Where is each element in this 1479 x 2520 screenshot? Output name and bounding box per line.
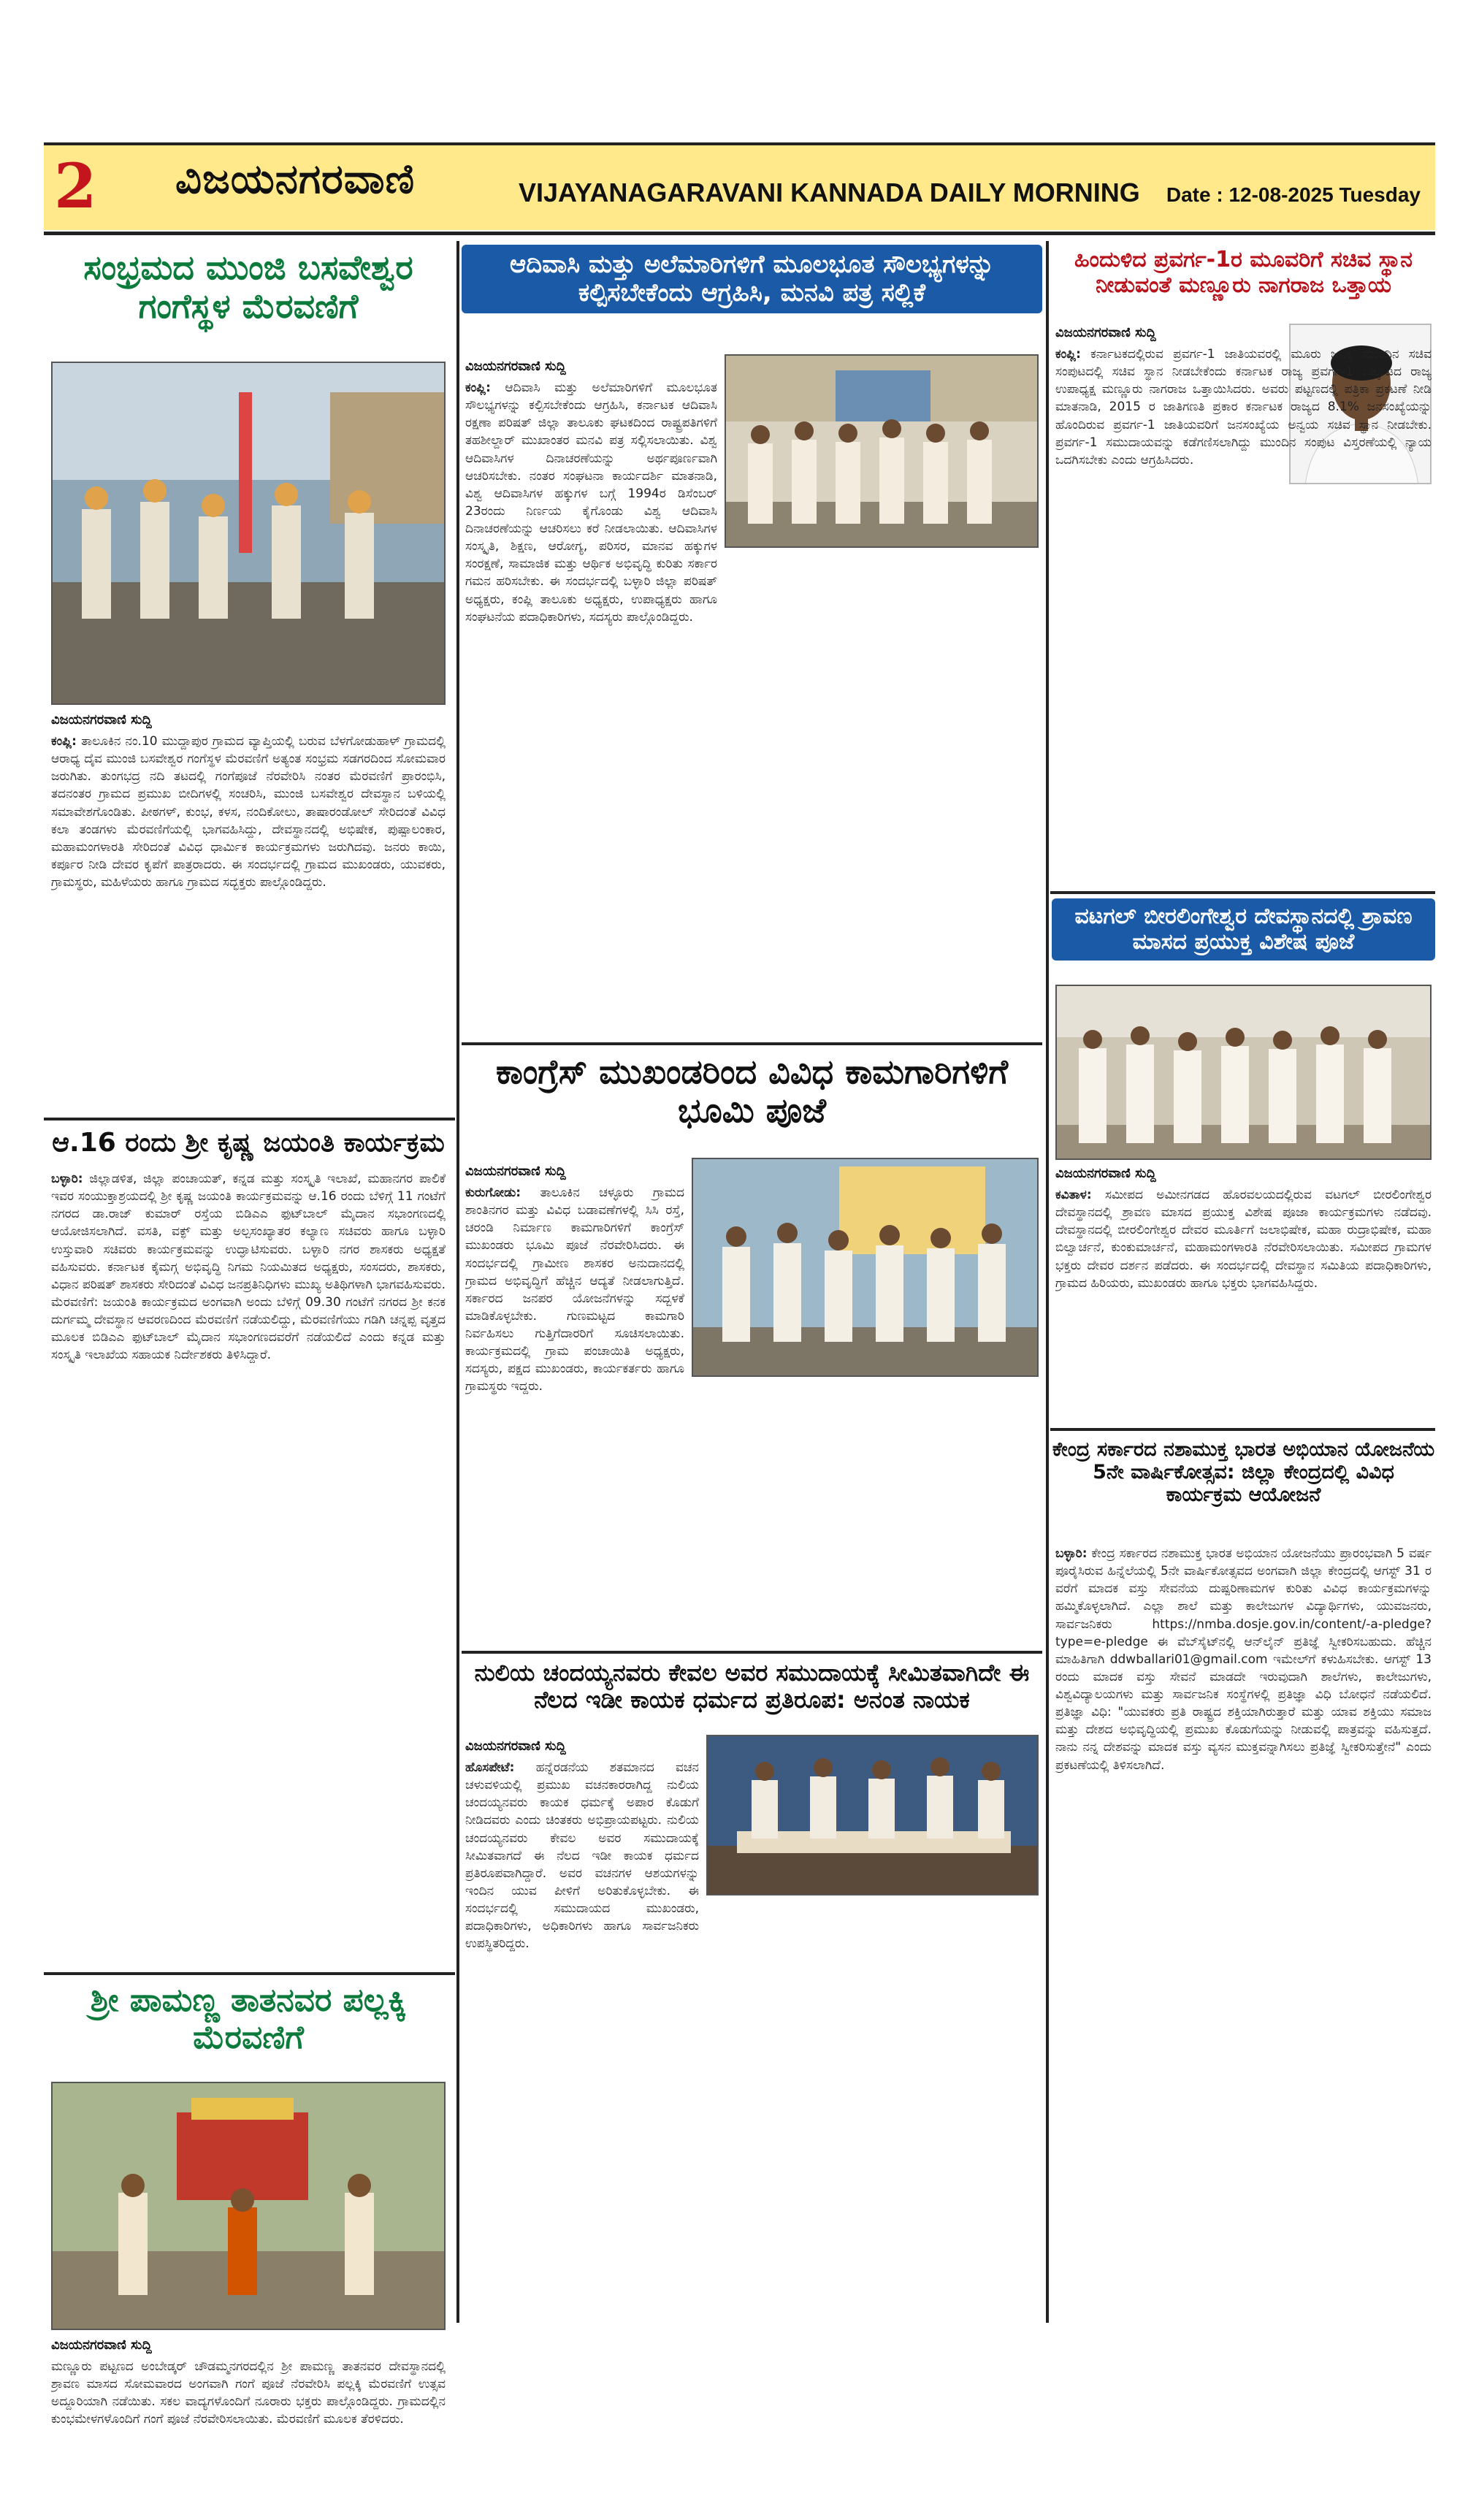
page-number: 2: [54, 150, 97, 222]
body-congress: [465, 1184, 684, 1637]
article-nasha-mukta-abhiyana: [1052, 1435, 1435, 2454]
procession-photo-illustration: [53, 363, 446, 705]
headline-anantha-nayaka: ನುಲಿಯ ಚಂದಯ್ಯನವರು ಕೇವಲ ಅವರ ಸಮುದಾಯಕ್ಕೆ ಸೀಮಿತವಾಗಿದೇ ಈ ನೆಲದ ಇಡೀ ಕಾಯಕ ಧರ್ಮದ ಪ್ರತಿರೂಪ: ಅನಂತ ನಾಯಕ: [474, 1659, 1030, 1714]
masthead-logo: ವಿಜಯನಗರವಾಣಿ: [175, 156, 416, 203]
divider-mid-2: [462, 1651, 1042, 1654]
divider-left-2: [44, 1972, 455, 1975]
article-pamanna: [44, 1979, 453, 2454]
byline-congress: ವಿಜಯನಗರವಾಣಿ ಸುದ್ದಿ: [465, 1164, 566, 1179]
byline-anantha-nayaka: ವಿಜಯನಗರವಾಣಿ ಸುದ್ದಿ: [465, 1738, 566, 1754]
temple-photo-illustration: [1057, 986, 1432, 1160]
memorandum-photo-illustration: [726, 356, 1039, 548]
photo-adivasi-memorandum: [725, 354, 1039, 548]
masthead: [44, 142, 1435, 230]
headline-krishna-jayanti: ಆ.16 ರಂದು ಶ್ರೀ ಕೃಷ್ಣ ಜಯಂತಿ ಕಾರ್ಯಕ್ರಮ: [52, 1128, 445, 1158]
dateline-anantha-nayaka: ಹೊಸಪೇಟೆ:: [465, 1760, 515, 1775]
byline-adivasi: ವಿಜಯನಗರವಾಣಿ ಸುದ್ದಿ: [465, 359, 566, 374]
byline-basaveshwara: ವಿಜಯನಗರವಾಣಿ ಸುದ್ದಿ: [51, 712, 152, 728]
masthead-english-name: VIJAYANAGARAVANI KANNADA DAILY MORNING: [519, 177, 1140, 207]
newspaper-page: [44, 142, 1435, 2480]
photo-basaveshwara-procession: [51, 362, 446, 705]
dateline-basaveshwara: ಕಂಪ್ಲಿ:: [51, 734, 77, 749]
article-adivasi: [462, 245, 1042, 1041]
dateline-shravana-pooja: ಕವಿತಾಳ:: [1055, 1188, 1092, 1202]
body-mannur-nagaraja: [1055, 345, 1432, 879]
headline-adivasi: ಆದಿವಾಸಿ ಮತ್ತು ಅಲೆಮಾರಿಗಳಿಗೆ ಮೂಲಭೂತ ಸೌಲಭ್ಯಗಳನ್ನು ಕಲ್ಪಿಸಬೇಕೆಂದು ಆಗ್ರಹಿಸಿ, ಮನವಿ ಪತ್ರ ಸಲ್ಲಿಕೆ: [462, 245, 1042, 313]
divider-right-2: [1050, 1428, 1435, 1431]
article-krishna-jayanti: [44, 1125, 453, 1969]
divider-mid-1: [462, 1042, 1042, 1045]
divider-left-1: [44, 1118, 455, 1120]
bhoomi-pooja-photo-illustration: [693, 1159, 1039, 1377]
body-krishna-jayanti: [51, 1170, 446, 1963]
byline-shravana-pooja: ವಿಜಯನಗರವಾಣಿ ಸುದ್ದಿ: [1055, 1166, 1156, 1181]
masthead-date: Date : 12-08-2025 Tuesday: [1166, 183, 1421, 206]
text-anantha-nayaka: ಹನ್ನೆರಡನೆಯ ಶತಮಾನದ ವಚನ ಚಳುವಳಿಯಲ್ಲಿ ಪ್ರಮುಖ ವಚನಕಾರರಾಗಿದ್ದ ನುಲಿಯ ಚಂದಯ್ಯನವರು ಕಾಯಕ ಧರ್ಮಕ್ಕೆ ಅಪಾರ ಕೊಡುಗೆ ನೀಡಿದವರು ಎಂದು ಚಿಂತಕರು ಅಭಿಪ್ರಾಯಪಟ್ಟರು. ನುಲಿಯ ಚಂದಯ್ಯನವರು ಕೇವಲ ಅವರ ಸಮುದಾಯಕ್ಕೆ ಸೀಮಿತವಾಗದೆ ಈ ನೆಲದ ಇಡೀ ಕಾಯಕ ಧರ್ಮದ ಪ್ರತಿರೂಪವಾಗಿದ್ದಾರೆ. ಅವರ ವಚನಗಳ ಆಶಯಗಳನ್ನು ಇಂದಿನ ಯುವ ಪೀಳಿಗೆ ಅರಿತುಕೊಳ್ಳಬೇಕು. ಈ ಸಂದರ್ಭದಲ್ಲಿ ಸಮುದಾಯದ ಮುಖಂಡರು, ಪದಾಧಿಕಾರಿಗಳು, ಅಧಿಕಾರಿಗಳು ಹಾಗೂ ಸಾರ್ವಜನಿಕರು ಉಪಸ್ಥಿತರಿದ್ದರು.: [465, 1760, 699, 1952]
text-basaveshwara: ತಾಲೂಕಿನ ನಂ.10 ಮುದ್ದಾಪುರ ಗ್ರಾಮದ ವ್ಯಾಪ್ತಿಯಲ್ಲಿ ಬರುವ ಬೆಳಗೋಡುಹಾಳ್ ಗ್ರಾಮದಲ್ಲಿ ಆರಾಧ್ಯ ದೈವ ಮುಂಜಿ ಬಸವೇಶ್ವರ ಗಂಗೆಸ್ಥಳ ಮೆರವಣಿಗೆ ಅತ್ಯಂತ ಸಂಭ್ರಮ ಸಡಗರದಿಂದ ಸೋಮವಾರ ಜರುಗಿತು. ತುಂಗಭದ್ರ ನದಿ ತಟದಲ್ಲಿ ಗಂಗೆಪೂಜೆ ನೆರವೇರಿಸಿ ನಂತರ ಮೆರವಣಿಗೆ ಪ್ರಾರಂಭಿಸಿ, ತದನಂತರ ಗ್ರಾಮದ ಪ್ರಮುಖ ಬೀದಿಗಳಲ್ಲಿ ಸಂಚರಿಸಿ, ಮುಂಜಿ ಬಸವೇಶ್ವರ ದೇವಸ್ಥಾನ ಬಳಿಯಲ್ಲಿ ಸಮಾವೇಶಗೊಂಡಿತು. ಪೀಠಗಳ್, ಕುಂಭ, ಕಳಸ, ನಂದಿಕೋಲು, ತಾಷಾರಂಡೋಲ್ ಸೇರಿದಂತೆ ವಿವಿಧ ಕಲಾ ತಂಡಗಳು ಮೆರವಣಿಗೆಯಲ್ಲಿ ಭಾಗವಹಿಸಿದ್ದು, ದೇವಸ್ಥಾನದಲ್ಲಿ ಅಭಿಷೇಕ, ಪುಷ್ಪಾಲಂಕಾರ, ಮಹಾಮಂಗಳಾರತಿ ಸೇರಿದಂತೆ ವಿವಿಧ ಧಾರ್ಮಿಕ ಕಾರ್ಯಕ್ರಮಗಳು ಜರುಗಿದವು. ಜನರು ಕಾಯಿ, ಕರ್ಪೂರ ನೀಡಿ ದೇವರ ಕೃಪೆಗೆ ಪಾತ್ರರಾದರು. ಈ ಸಂದರ್ಭದಲ್ಲಿ ಗ್ರಾಮದ ಮುಖಂಡರು, ಯುವಕರು, ಗ್ರಾಮಸ್ಥರು, ಮಹಿಳೆಯರು ಹಾಗೂ ಗ್ರಾಮದ ಸದ್ಭಕ್ತರು ಪಾಲ್ಗೊಂಡಿದ್ದರು.: [51, 734, 446, 890]
article-anantha-nayaka: [462, 1658, 1042, 2454]
byline-mannur-nagaraja: ವಿಜಯನಗರವಾಣಿ ಸುದ್ದಿ: [1055, 325, 1156, 340]
article-mannur-nagaraja: [1052, 245, 1435, 887]
text-shravana-pooja: ಸಮೀಪದ ಅಮೀನಗಡದ ಹೊರವಲಯದಲ್ಲಿರುವ ವಟಗಲ್ ಬೀರಲಿಂಗೇಶ್ವರ ದೇವಸ್ಥಾನದಲ್ಲಿ ಶ್ರಾವಣ ಮಾಸದ ಪ್ರಯುಕ್ತ ವಿಶೇಷ ಪೂಜಾ ಕಾರ್ಯಕ್ರಮಗಳು ನಡೆದವು. ದೇವಸ್ಥಾನದಲ್ಲಿ ಬೀರಲಿಂಗೇಶ್ವರ ದೇವರ ಮೂರ್ತಿಗೆ ಜಲಾಭಿಷೇಕ, ಮಹಾ ರುದ್ರಾಭಿಷೇಕ, ಮಹಾ ಬಿಲ್ವಾರ್ಚನೆ, ಕುಂಕುಮಾರ್ಚನೆ, ಮಹಾಮಂಗಳಾರತಿ ನೆರವೇರಿಸಲಾಯಿತು. ಸಮೀಪದ ಗ್ರಾಮಗಳ ಭಕ್ತರು ದೇವರ ದರ್ಶನ ಪಡೆದರು. ಈ ಸಂದರ್ಭದಲ್ಲಿ ದೇವಸ್ಥಾನ ಸಮಿತಿಯ ಪದಾಧಿಕಾರಿಗಳು, ಗ್ರಾಮದ ಹಿರಿಯರು, ಮುಖಂಡರು ಹಾಗೂ ಭಕ್ತರು ಭಾಗವಹಿಸಿದ್ದರು.: [1055, 1188, 1432, 1291]
palanquin-photo-illustration: [53, 2083, 446, 2330]
dateline-adivasi: ಕಂಪ್ಲಿ:: [465, 381, 491, 395]
column-divider-right: [1046, 241, 1049, 2323]
text-pamanna: ಮಣ್ಣೂರು ಪಟ್ಟಣದ ಅಂಬೇಡ್ಕರ್ ಚೌಡಮ್ಮನಗರದಲ್ಲಿನ ಶ್ರೀ ಪಾಮಣ್ಣ ತಾತನವರ ದೇವಸ್ಥಾನದಲ್ಲಿ ಶ್ರಾವಣ ಮಾಸದ ಸೋಮವಾರದ ಅಂಗವಾಗಿ ಗಂಗೆ ಪೂಜೆ ನೆರವೇರಿಸಿ ಪಲ್ಲಕ್ಕಿ ಮೆರವಣಿಗೆ ಉತ್ಸವ ಅದ್ದೂರಿಯಾಗಿ ನಡೆಯಿತು. ಸಕಲ ವಾದ್ಯಗಳೊಂದಿಗೆ ನೂರಾರು ಭಕ್ತರು ಪಾಲ್ಗೊಂಡಿದ್ದರು. ಗ್ರಾಮದಲ್ಲಿನ ಕುಂಭಮೇಳಗಳೊಂದಿಗೆ ಗಂಗೆ ಪೂಜೆ ನೆರವೇರಿಸಲಾಯಿತು. ಮೆರವಣಿಗೆ ಮೂಲಕ ತೆರಳಿದರು.: [51, 2359, 446, 2427]
column-divider-left: [456, 241, 459, 2323]
body-basaveshwara: [51, 733, 446, 1105]
headline-pamanna: ಶ್ರೀ ಪಾಮಣ್ಣ ತಾತನವರ ಪಲ್ಲಕ್ಕಿ ಮೆರವಣಿಗೆ: [90, 1982, 407, 2056]
body-adivasi: [465, 379, 717, 686]
body-nasha-mukta-abhiyana: [1055, 1545, 1432, 2447]
masthead-rule: [44, 232, 1435, 235]
headline-mannur-nagaraja: ಹಿಂದುಳಿದ ಪ್ರವರ್ಗ-1ರ ಮೂವರಿಗೆ ಸಚಿವ ಸ್ಥಾನ ನೀಡುವಂತೆ ಮಣ್ಣೂರು ನಾಗರಾಜ ಒತ್ತಾಯ: [1074, 247, 1413, 298]
byline-pamanna: ವಿಜಯನಗರವಾಣಿ ಸುದ್ದಿ: [51, 2337, 152, 2353]
body-pamanna: [51, 2358, 446, 2453]
text-congress: ತಾಲೂಕಿನ ಚಳ್ಳೂರು ಗ್ರಾಮದ ಶಾಂತಿನಗರ ಮತ್ತು ವಿವಿಧ ಬಡಾವಣೆಗಳಲ್ಲಿ ಸಿಸಿ ರಸ್ತೆ, ಚರಂಡಿ ನಿರ್ಮಾಣ ಕಾಮಗಾರಿಗಳಿಗೆ ಕಾಂಗ್ರೆಸ್ ಮುಖಂಡರು ಭೂಮಿ ಪೂಜೆ ನೆರವೇರಿಸಿದರು. ಈ ಸಂದರ್ಭದಲ್ಲಿ ಗ್ರಾಮೀಣ ಶಾಸಕರ ಅನುದಾನದಲ್ಲಿ ಗ್ರಾಮದ ಅಭಿವೃದ್ಧಿಗೆ ಹೆಚ್ಚಿನ ಆದ್ಯತೆ ನೀಡಲಾಗುತ್ತಿದೆ. ಸರ್ಕಾರದ ಜನಪರ ಯೋಜನೆಗಳನ್ನು ಸದ್ಬಳಕೆ ಮಾಡಿಕೊಳ್ಳಬೇಕು. ಗುಣಮಟ್ಟದ ಕಾಮಗಾರಿ ನಿರ್ವಹಿಸಲು ಗುತ್ತಿಗೆದಾರರಿಗೆ ಸೂಚಿಸಲಾಯಿತು. ಕಾರ್ಯಕ್ರಮದಲ್ಲಿ ಗ್ರಾಮ ಪಂಚಾಯಿತಿ ಅಧ್ಯಕ್ಷರು, ಸದಸ್ಯರು, ಪಕ್ಷದ ಮುಖಂಡರು, ಕಾರ್ಯಕರ್ತರು ಹಾಗೂ ಗ್ರಾಮಸ್ಥರು ಇದ್ದರು.: [465, 1185, 684, 1394]
text-krishna-jayanti: ಜಿಲ್ಲಾಡಳಿತ, ಜಿಲ್ಲಾ ಪಂಚಾಯತ್, ಕನ್ನಡ ಮತ್ತು ಸಂಸ್ಕೃತಿ ಇಲಾಖೆ, ಮಹಾನಗರ ಪಾಲಿಕೆ ಇವರ ಸಂಯುಕ್ತಾಶ್ರಯದಲ್ಲಿ ಶ್ರೀ ಕೃಷ್ಣ ಜಯಂತಿ ಕಾರ್ಯಕ್ರಮವನ್ನು ಆ.16 ರಂದು ಬೆಳಿಗ್ಗೆ 11 ಗಂಟೆಗೆ ನಗರದ ಡಾ.ರಾಜ್ ಕುಮಾರ್ ರಸ್ತೆಯ ಬಿಡಿಎಎ ಫುಟ್‍ಬಾಲ್ ಮೈದಾನ ಸಭಾಂಗಣದಲ್ಲಿ ಆಯೋಜಿಸಲಾಗಿದೆ. ವಸತಿ, ವಕ್ಫ್ ಮತ್ತು ಅಲ್ಪಸಂಖ್ಯಾತರ ಕಲ್ಯಾಣ ಸಚಿವರು ಹಾಗೂ ಬಳ್ಳಾರಿ ಉಸ್ತುವಾರಿ ಸಚಿವರು ಕಾರ್ಯಕ್ರಮವನ್ನು ಉದ್ಘಾಟಿಸುವರು. ಬಳ್ಳಾರಿ ನಗರ ಶಾಸಕರು ಅಧ್ಯಕ್ಷತೆ ವಹಿಸುವರು. ಕರ್ನಾಟಕ ಕೈಮಗ್ಗ ಅಭಿವೃದ್ಧಿ ನಿಗಮ ನಿಯಮಿತದ ಅಧ್ಯಕ್ಷರು, ಸಂಸದರು, ಶಾಸಕರು, ವಿಧಾನ ಪರಿಷತ್ ಶಾಸಕರು ಸೇರಿದಂತೆ ವಿವಿಧ ಜನಪ್ರತಿನಿಧಿಗಳು ಮುಖ್ಯ ಅತಿಥಿಗಳಾಗಿ ಭಾಗವಹಿಸುವರು. ಮೆರವಣಿಗೆ: ಜಯಂತಿ ಕಾರ್ಯಕ್ರಮದ ಅಂಗವಾಗಿ ಅಂದು ಬೆಳಿಗ್ಗೆ 09.30 ಗಂಟೆಗೆ ನಗರದ ಶ್ರೀ ಕನಕ ದುರ್ಗಮ್ಮ ದೇವಸ್ಥಾನ ಆವರಣದಿಂದ ಮೆರವಣಿಗೆ ನಡೆಯಲಿದ್ದು, ಮೆರವಣಿಗೆಯು ಗಡಿಗಿ ಚನ್ನಪ್ಪ ವೃತ್ತದ ಮೂಲಕ ಬಿಡಿಎಎ ಫುಟ್‍ಬಾಲ್ ಮೈದಾನ ಸಭಾಂಗಣದವರೆಗೆ ನಡೆಯಲಿದೆ ಎಂದು ಕನ್ನಡ ಮತ್ತು ಸಂಸ್ಕೃತಿ ಇಲಾಖೆಯ ಸಹಾಯಕ ನಿರ್ದೇಶಕರು ತಿಳಿಸಿದ್ದಾರೆ.: [51, 1172, 446, 1363]
headline-shravana-pooja: ವಟಗಲ್ ಬೀರಲಿಂಗೇಶ್ವರ ದೇವಸ್ಥಾನದಲ್ಲಿ ಶ್ರಾವಣ ಮಾಸದ ಪ್ರಯುಕ್ತ ವಿಶೇಷ ಪೂಜೆ: [1052, 898, 1435, 961]
dateline-nasha-mukta-abhiyana: ಬಳ್ಳಾರಿ:: [1055, 1546, 1088, 1561]
photo-anantha-nayaka-event: [706, 1735, 1039, 1895]
dateline-congress: ಕುರುಗೋಡು:: [465, 1185, 521, 1200]
headline-basaveshwara: ಸಂಭ್ರಮದ ಮುಂಜಿ ಬಸವೇಶ್ವರ ಗಂಗೆಸ್ಥಳ ಮೆರವಣಿಗೆ: [83, 248, 413, 326]
body-shravana-pooja: [1055, 1186, 1432, 1416]
article-basaveshwara: [44, 245, 453, 1114]
body-anantha-nayaka: [465, 1759, 699, 2168]
text-mannur-nagaraja: ಕರ್ನಾಟಕದಲ್ಲಿರುವ ಪ್ರವರ್ಗ-1 ಜಾತಿಯವರಲ್ಲಿ ಮೂರು ಜನಕ್ಕೆ ಮುಂದಿನ ಸಚಿವ ಸಂಪುಟದಲ್ಲಿ ಸಚಿವ ಸ್ಥಾನ ನೀಡಬೇಕೆಂದು ಕರ್ನಾಟಕ ರಾಜ್ಯ ಪ್ರವರ್ಗ-1 ಒಕ್ಕೂಟದ ರಾಜ್ಯ ಉಪಾಧ್ಯಕ್ಷ ಮಣ್ಣೂರು ನಾಗರಾಜ ಒತ್ತಾಯಿಸಿದರು. ಅವರು ಪಟ್ಟಣದಲ್ಲಿ ಪತ್ರಿಕಾ ಪ್ರಕಟಣೆ ನೀಡಿ ಮಾತನಾಡಿ, 2015 ರ ಜಾತಿಗಣತಿ ಪ್ರಕಾರ ಕರ್ನಾಟಕ ರಾಜ್ಯದ 8.1% ಜನಸಂಖ್ಯೆಯನ್ನು ಹೊಂದಿರುವ ಪ್ರವರ್ಗ-1 ಜಾತಿಯವರಿಗೆ ಜನಸಂಖ್ಯೆಯ ಅನ್ವಯ ಸಚಿವ ಸ್ಥಾನ ನೀಡಬೇಕು. ಪ್ರವರ್ಗ-1 ಸಮುದಾಯವನ್ನು ಕಡೆಗಣಿಸಲಾಗಿದ್ದು ಮುಂದಿನ ಸಂಪುಟ ವಿಸ್ತರಣೆಯಲ್ಲಿ ನ್ಯಾಯ ಒದಗಿಸಬೇಕು ಎಂದು ಆಗ್ರಹಿಸಿದರು.: [1055, 347, 1432, 467]
text-adivasi: ಆದಿವಾಸಿ ಮತ್ತು ಅಲೆಮಾರಿಗಳಿಗೆ ಮೂಲಭೂತ ಸೌಲಭ್ಯಗಳನ್ನು ಕಲ್ಪಿಸಬೇಕೆಂದು ಆಗ್ರಹಿಸಿ, ಕರ್ನಾಟಕ ಆದಿವಾಸಿ ರಕ್ಷಣಾ ಪರಿಷತ್ ಜಿಲ್ಲಾ ತಾಲೂಕು ಘಟಕದಿಂದ ರಾಷ್ಟ್ರಪತಿಗಳಿಗೆ ತಹಶೀಲ್ದಾರ್ ಮುಖಾಂತರ ಮನವಿ ಪತ್ರ ಸಲ್ಲಿಸಲಾಯಿತು. ವಿಶ್ವ ಆದಿವಾಸಿಗಳ ದಿನಾಚರಣೆಯನ್ನು ಅರ್ಥಪೂರ್ಣವಾಗಿ ಆಚರಿಸಬೇಕು. ನಂತರ ಸಂಘಟನಾ ಕಾರ್ಯದರ್ಶಿ ಮಾತನಾಡಿ, ವಿಶ್ವ ಆದಿವಾಸಿಗಳ ಹಕ್ಕುಗಳ ಬಗ್ಗೆ 1994ರ ಡಿಸೆಂಬರ್ 23ರಂದು ನಿರ್ಣಯ ಕೈಗೊಂಡು ವಿಶ್ವ ಆದಿವಾಸಿ ದಿನಾಚರಣೆಯನ್ನು ಆಚರಿಸಲು ಕರೆ ನೀಡಲಾಯಿತು. ಆದಿವಾಸಿಗಳ ಸಂಸ್ಕೃತಿ, ಶಿಕ್ಷಣ, ಆರೋಗ್ಯ, ಪರಿಸರ, ಮಾನವ ಹಕ್ಕುಗಳ ಸಂರಕ್ಷಣೆ, ಸಾಮಾಜಿಕ ಮತ್ತು ಆರ್ಥಿಕ ಅಭಿವೃದ್ಧಿ ಕುರಿತು ಸರ್ಕಾರ ಗಮನ ಹರಿಸಬೇಕು. ಈ ಸಂದರ್ಭದಲ್ಲಿ ಬಳ್ಳಾರಿ ಜಿಲ್ಲಾ ಪರಿಷತ್ ಅಧ್ಯಕ್ಷರು, ಕಂಪ್ಲಿ ತಾಲೂಕು ಅಧ್ಯಕ್ಷರು, ಉಪಾಧ್ಯಕ್ಷರು ಹಾಗೂ ಸಂಘಟನೆಯ ಪದಾಧಿಕಾರಿಗಳು, ಸದಸ್ಯರು ಪಾಲ್ಗೊಂಡಿದ್ದರು.: [465, 381, 717, 625]
headline-congress: ಕಾಂಗ್ರೆಸ್ ಮುಖಂಡರಿಂದ ವಿವಿಧ ಕಾಮಗಾರಿಗಳಿಗೆ ಭೂಮಿ ಪೂಜೆ: [495, 1052, 1009, 1130]
divider-right-1: [1050, 891, 1435, 894]
article-congress: [462, 1050, 1042, 1649]
photo-shravana-temple: [1055, 985, 1432, 1160]
event-photo-illustration: [708, 1736, 1039, 1895]
article-shravana-pooja: [1052, 898, 1435, 1424]
photo-congress-bhoomi-pooja: [692, 1158, 1039, 1377]
text-nasha-mukta-abhiyana: ಕೇಂದ್ರ ಸರ್ಕಾರದ ನಶಾಮುಕ್ತ ಭಾರತ ಅಭಿಯಾನ ಯೋಜನೆಯು ಪ್ರಾರಂಭವಾಗಿ 5 ವರ್ಷ ಪೂರೈಸಿರುವ ಹಿನ್ನೆಲೆಯಲ್ಲಿ 5ನೇ ವಾರ್ಷಿಕೋತ್ಸವದ ಅಂಗವಾಗಿ ಜಿಲ್ಲಾ ಕೇಂದ್ರದಲ್ಲಿ ಆಗಸ್ಟ್ 31 ರ ವರೆಗೆ ಮಾದಕ ವಸ್ತು ಸೇವನೆಯ ದುಷ್ಪರಿಣಾಮಗಳ ಕುರಿತು ವಿವಿಧ ಕಾರ್ಯಕ್ರಮಗಳನ್ನು ಹಮ್ಮಿಕೊಳ್ಳಲಾಗಿದೆ. ಎಲ್ಲಾ ಶಾಲೆ ಮತ್ತು ಕಾಲೇಜುಗಳ ವಿದ್ಯಾರ್ಥಿಗಳು, ಯುವಜನರು, ಸಾರ್ವಜನಿಕರು https://nmba.dosje.gov.in/content/-a-pledge?type=e-pledge ಈ ವೆಬ್‍ಸೈಟ್‍ನಲ್ಲಿ ಆನ್‍ಲೈನ್ ಪ್ರತಿಜ್ಞೆ ಸ್ವೀಕರಿಸಬಹುದು. ಹೆಚ್ಚಿನ ಮಾಹಿತಿಗಾಗಿ ddwballari01@gmail.com ಇಮೇಲ್‍ಗೆ ಕಳುಹಿಸಬೇಕು. ಆಗಸ್ಟ್ 13 ರಂದು ಮಾದಕ ವಸ್ತು ಸೇವನೆ ಮಾಡದೇ ಇರುವುದಾಗಿ ಶಾಲೆಗಳು, ಕಾಲೇಜುಗಳು, ವಿಶ್ವವಿದ್ಯಾಲಯಗಳು ಮತ್ತು ಸಾರ್ವಜನಿಕ ಸಂಸ್ಥೆಗಳಲ್ಲಿ ಪ್ರತಿಜ್ಞಾ ವಿಧಿ ಬೋಧನೆ ನಡೆಯಲಿದೆ. ಪ್ರತಿಜ್ಞಾ ವಿಧಿ: "ಯುವಕರು ಪ್ರತಿ ರಾಷ್ಟ್ರದ ಶಕ್ತಿಯಾಗಿರುತ್ತಾರೆ ಮತ್ತು ಯಾವ ಶಕ್ತಿಯು ಸಮಾಜ ಮತ್ತು ದೇಶದ ಅಭಿವೃದ್ಧಿಯಲ್ಲಿ ಪ್ರಮುಖ ಕೊಡುಗೆಯನ್ನು ನೀಡುವಲ್ಲಿ ಪಾತ್ರವನ್ನು ವಹಿಸುತ್ತದೆ. ನಾನು ನನ್ನ ದೇಶವನ್ನು ಮಾದಕ ವಸ್ತು ವ್ಯಸನ ಮುಕ್ತವನ್ನಾಗಿಸಲು ಪ್ರತಿಜ್ಞೆ ಸ್ವೀಕರಿಸುತ್ತೇನೆ" ಎಂದು ಪ್ರಕಟಣೆಯಲ್ಲಿ ತಿಳಿಸಲಾಗಿದೆ.: [1055, 1546, 1432, 1773]
headline-nasha-mukta-abhiyana: ಕೇಂದ್ರ ಸರ್ಕಾರದ ನಶಾಮುಕ್ತ ಭಾರತ ಅಭಿಯಾನ ಯೋಜನೆಯ 5ನೇ ವಾರ್ಷಿಕೋತ್ಸವ: ಜಿಲ್ಲಾ ಕೇಂದ್ರದಲ್ಲಿ ವಿವಿಧ ಕಾರ್ಯಕ್ರಮ ಆಯೋಜನೆ: [1052, 1438, 1435, 1507]
dateline-mannur-nagaraja: ಕಂಪ್ಲಿ:: [1055, 347, 1081, 362]
photo-pamanna-palanquin: [51, 2082, 446, 2330]
dateline-krishna-jayanti: ಬಳ್ಳಾರಿ:: [51, 1172, 83, 1186]
